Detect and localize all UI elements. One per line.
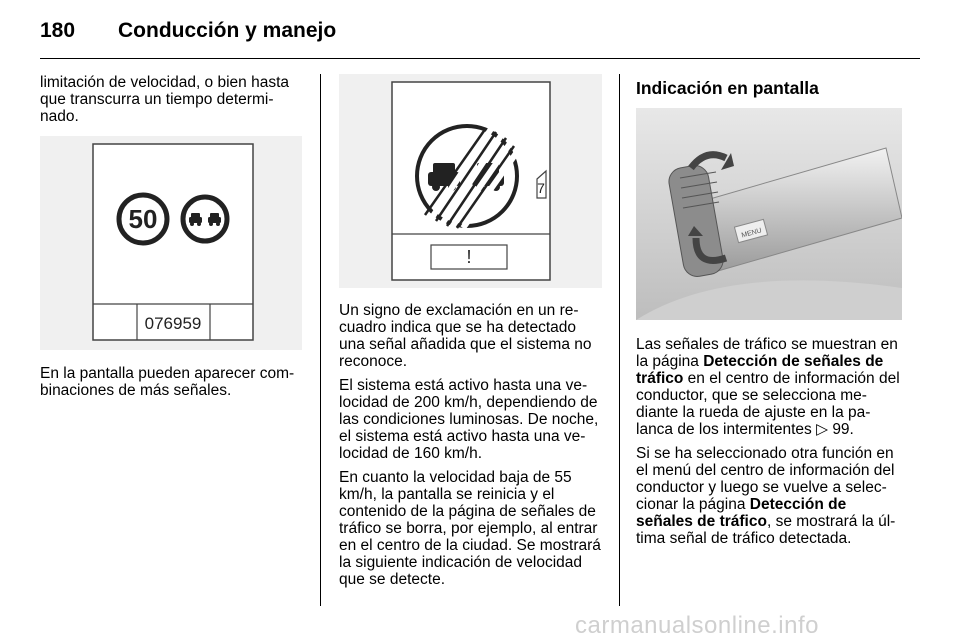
paragraph: Si se ha seleccionado otra función en el menú del centro de información del conductor y luego se vuelve a seleccionar la página Detección de señales de tráfico, se mostrará la última señal de tráfico detectada. [636, 445, 896, 547]
paragraph: En cuanto la velocidad baja de 55 km/h, la pantalla se reinicia y el contenido de la página de señales de tráfico se borra, por ejemplo, al entrar en el centro de la ciudad. Se mostrará la siguiente indicación de velocidad que se detecte. [339, 469, 601, 588]
paragraph: En la pantalla pueden aparecer combinaciones de más señales. [40, 365, 295, 399]
speed-value: 50 [128, 204, 158, 234]
sign-code: 076959 [144, 314, 202, 333]
page-number: 180 [40, 19, 76, 42]
indicator-stalk-illustration [636, 108, 902, 320]
exclamation-mark: ! [466, 247, 472, 267]
page-header [40, 8, 336, 54]
column-1 [40, 74, 302, 406]
end-of-restriction-illustration [339, 74, 602, 288]
figure-end-of-restriction [339, 74, 602, 288]
column-divider [320, 74, 321, 606]
column-divider [619, 74, 620, 606]
column-3 [636, 74, 902, 554]
column-2 [339, 74, 602, 595]
box-number: 7 [537, 180, 545, 196]
paragraph: El sistema está activo hasta una velocidad de 200 km/h, dependiendo de las condiciones luminosas. De noche, el sistema está activo hasta una velocidad de 160 km/h. [339, 377, 599, 462]
menu-label: MENU [740, 227, 763, 240]
paragraph: Las señales de tráfico se muestran en la página Detección de señales de tráfico en el centro de información del conductor, que se selecciona mediante la rueda de ajuste en la palanca de los intermitentes ▷ 99. [636, 336, 900, 438]
figure-indicator-stalk [636, 108, 902, 320]
figure-sign-display [40, 136, 302, 350]
header-rule [40, 58, 920, 59]
subsection-heading: Indicación en pantalla [636, 78, 819, 98]
paragraph: Un signo de exclamación en un recuadro indica que se ha detectado una señal añadida que el sistema no reconoce. [339, 302, 592, 370]
watermark: carmanualsonline.info [575, 612, 819, 639]
section-title: Conducción y manejo [118, 19, 337, 42]
page-reference[interactable]: 99. [832, 421, 854, 438]
page-reference-icon: ▷ [816, 421, 828, 438]
paragraph: limitación de velocidad, o bien hasta que transcurra un tiempo determinado. [40, 74, 290, 125]
sign-display-illustration [40, 136, 302, 350]
